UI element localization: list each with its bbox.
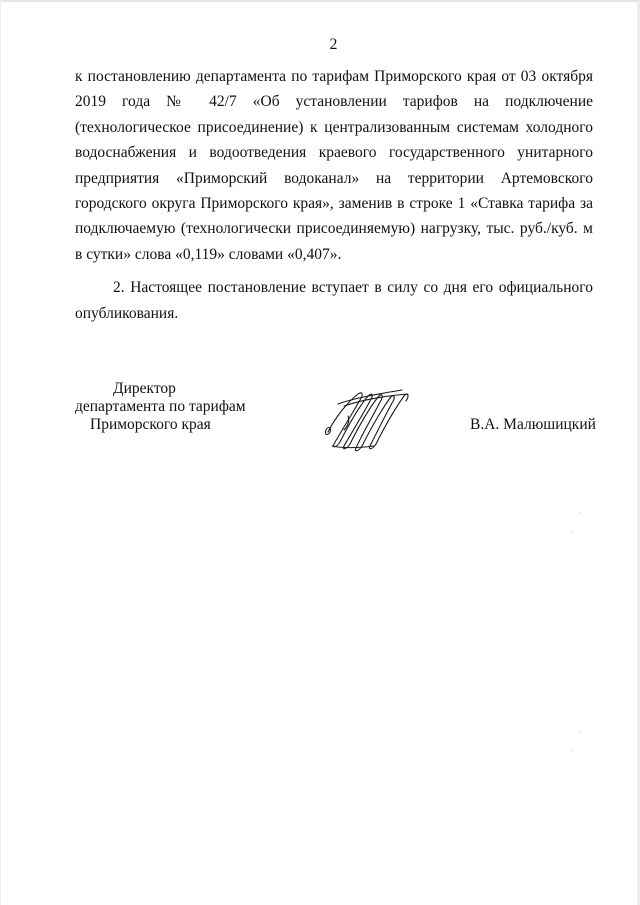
scan-speck xyxy=(579,732,580,733)
signatory-position-line-2: департамента по тарифам xyxy=(75,398,246,415)
paragraph-2: 2. Настоящее постановление вступает в силу со дня его официального опубликования. xyxy=(75,279,593,322)
paragraph-continuation: к постановлению департамента по тарифам Приморского края от 03 октября 2019 года № 42/7 «Об установлении тарифов на подключение (технологическое присоединение) к централизованным системам холодного водоснабжения и водоотведения краевого государственного унитарного предприятия «Приморский водоканал» на территории Артемовского городского округа Приморского края», заменив в строке 1 «Ставка тарифа за подключаемую (технологически присоединяемую) нагрузку, тыс. руб./куб. м в сутки» слова «0,119» словами «0,407». xyxy=(75,68,593,263)
scan-speck xyxy=(571,531,572,532)
signatory-position-line-1: Директор xyxy=(113,380,176,397)
scan-speck xyxy=(579,512,580,513)
scan-speck xyxy=(571,750,572,751)
page-number: 2 xyxy=(329,36,338,53)
signatory-position-line-3: Приморского края xyxy=(90,416,211,433)
handwritten-signature xyxy=(318,386,414,456)
signatory-name: В.А. Малюшицкий xyxy=(470,416,596,433)
